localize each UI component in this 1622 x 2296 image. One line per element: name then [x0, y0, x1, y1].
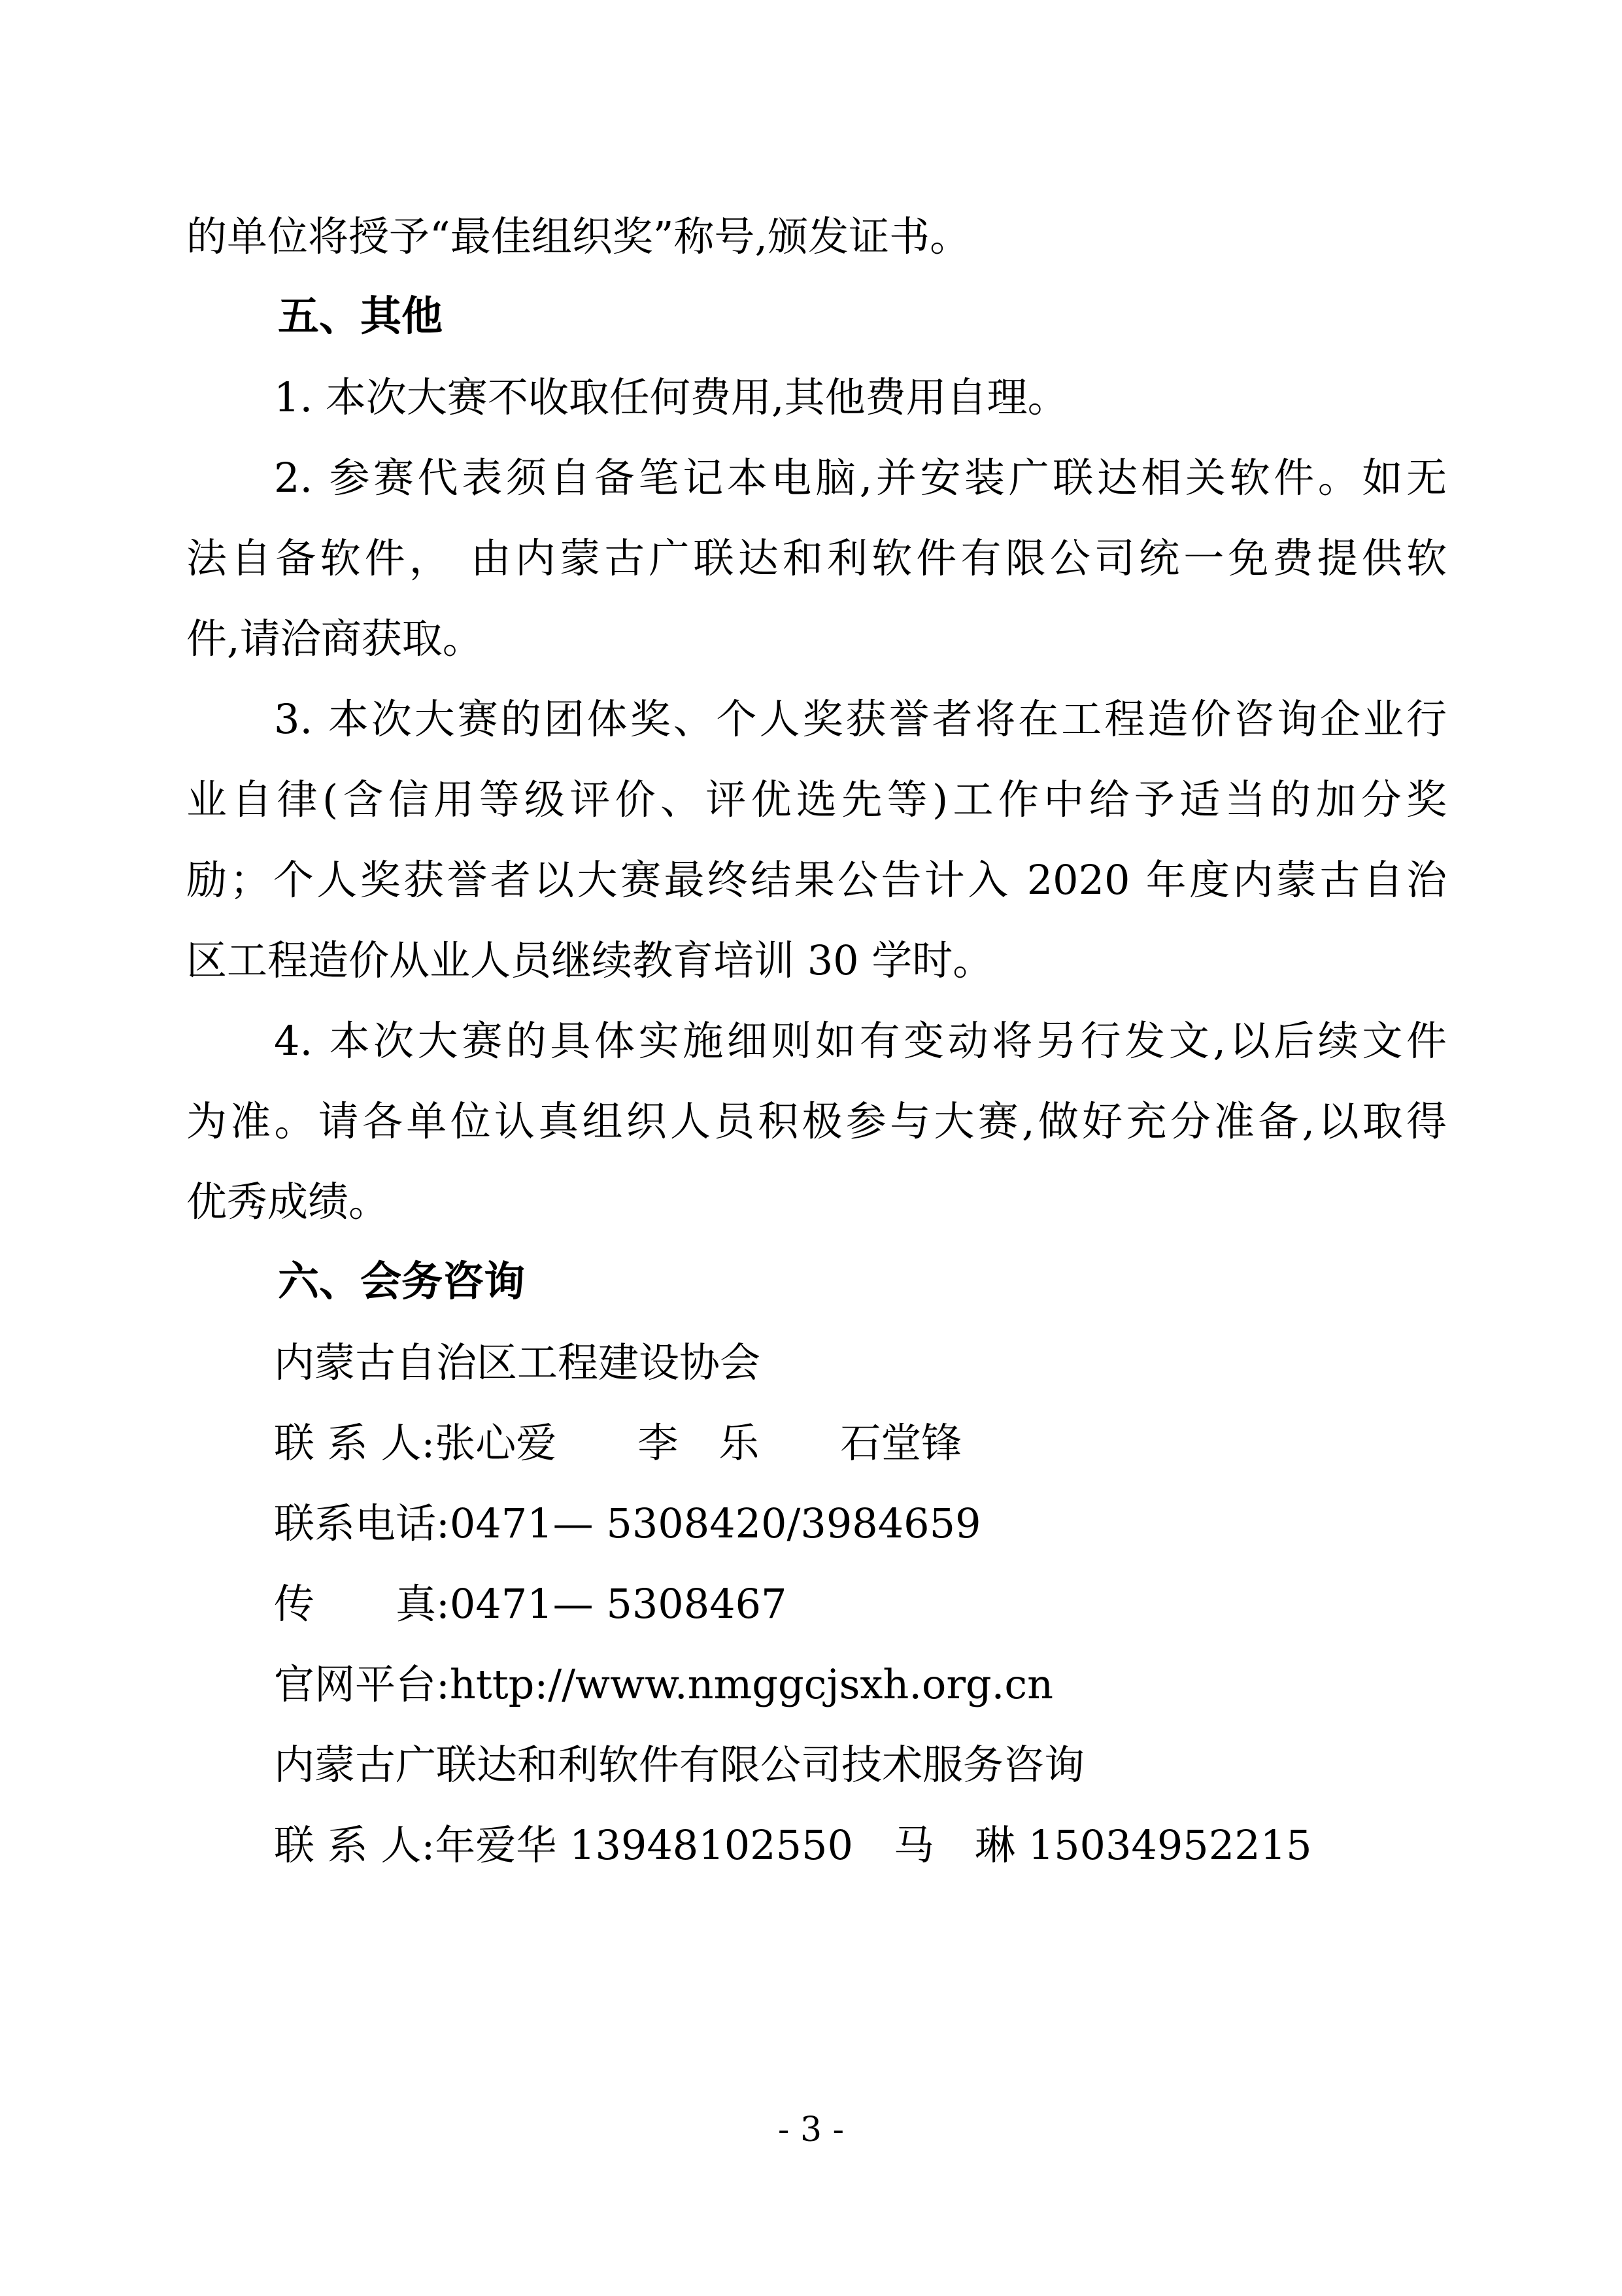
- item-1: 1. 本次大赛不收取任何费用,其他费用自理。: [274, 373, 1068, 421]
- contact-fax: 传 真:0471— 5308467: [274, 1580, 787, 1628]
- item-2-line-2: 法自备软件， 由内蒙古广联达和利软件有限公司统一免费提供软: [186, 534, 1447, 582]
- item-3-line-4: 区工程造价从业人员继续教育培训 30 学时。: [186, 936, 994, 984]
- item-4-line-2: 为准。请各单位认真组织人员积极参与大赛,做好充分准备,以取得: [186, 1097, 1447, 1145]
- page-number: - 3 -: [777, 2110, 845, 2150]
- paragraph-continuation: 的单位将授予“最佳组织奖”称号,颁发证书。: [186, 213, 971, 260]
- contact-persons-company: 联 系 人:年爱华 13948102550 马 琳 15034952215: [274, 1821, 1312, 1869]
- heading-section-5-other: 五、其他: [278, 294, 443, 339]
- item-2-line-3: 件,请洽商获取。: [186, 615, 483, 662]
- contact-company: 内蒙古广联达和利软件有限公司技术服务咨询: [274, 1741, 1085, 1789]
- item-4-line-3: 优秀成绩。: [186, 1178, 390, 1225]
- item-3-line-3: 励；个人奖获誉者以大赛最终结果公告计入 2020 年度内蒙古自治: [186, 856, 1447, 904]
- document-body: [186, 196, 1447, 1885]
- item-3-line-1: 3. 本次大赛的团体奖、个人奖获誉者将在工程造价咨询企业行: [274, 695, 1447, 743]
- item-4-line-1: 4. 本次大赛的具体实施细则如有变动将另行发文,以后续文件: [274, 1017, 1447, 1065]
- contact-phone: 联系电话:0471— 5308420/3984659: [274, 1499, 981, 1547]
- contact-organization: 内蒙古自治区工程建设协会: [274, 1339, 761, 1386]
- contact-website: 官网平台:http://www.nmggcjsxh.org.cn: [274, 1660, 1054, 1708]
- item-2-line-1: 2. 参赛代表须自备笔记本电脑,并安装广联达相关软件。如无: [274, 454, 1447, 502]
- contact-persons-association: 联 系 人:张心爱 李 乐 石堂锋: [274, 1419, 962, 1467]
- item-3-line-2: 业自律(含信用等级评价、评优选先等)工作中给予适当的加分奖: [186, 776, 1447, 823]
- heading-section-6-consult: 六、会务咨询: [278, 1259, 525, 1305]
